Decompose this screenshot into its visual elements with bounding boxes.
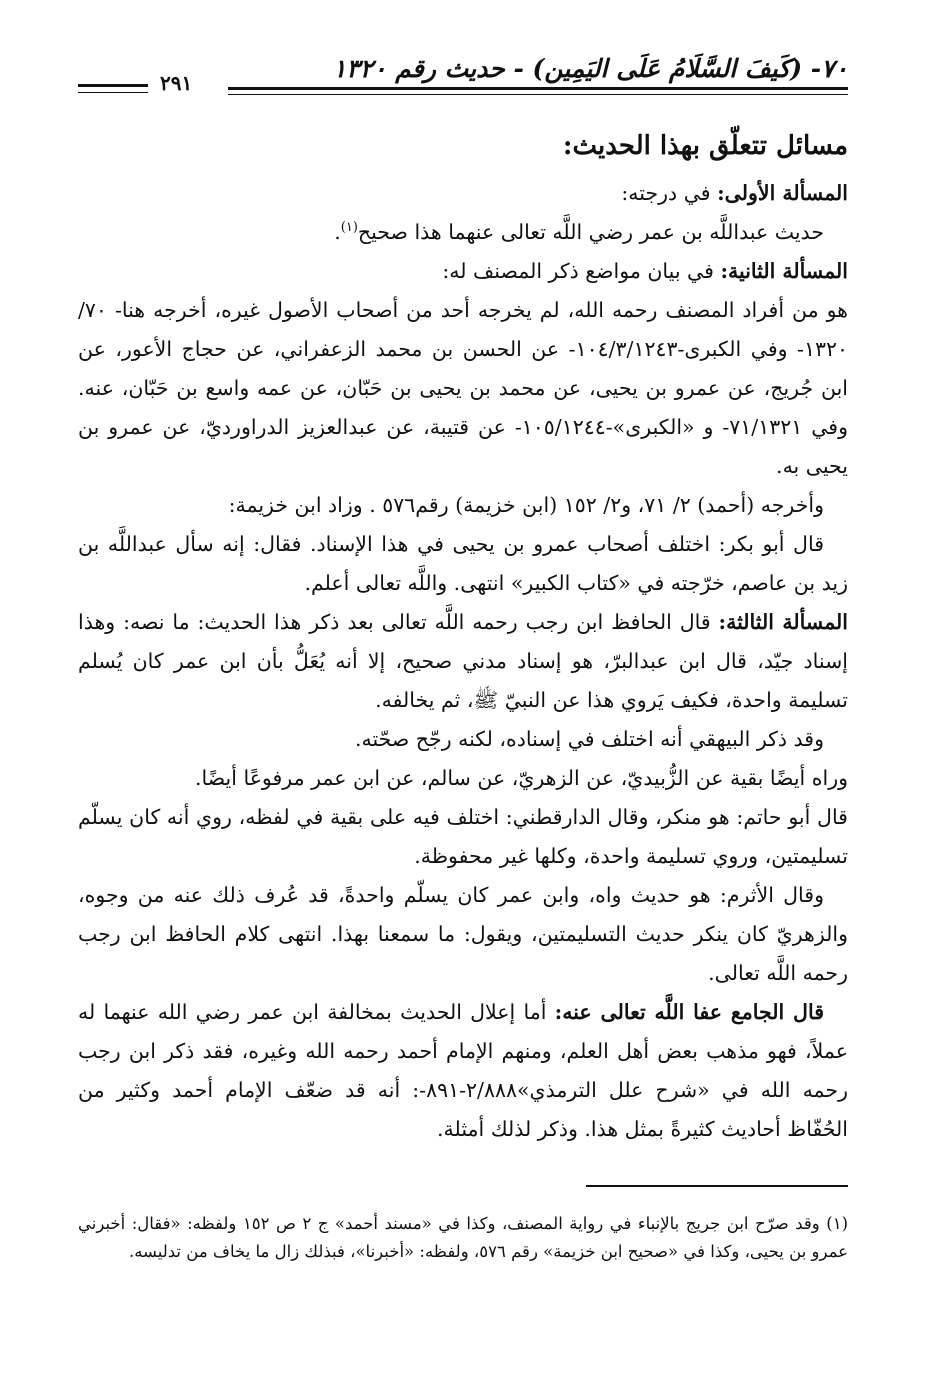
running-title: ٧٠- (كَيفَ السَّلَامُ عَلَى اليَمِين) - حديث رقم ١٣٢٠ bbox=[332, 54, 848, 83]
section-title: مسائل تتعلّق بهذا الحديث: bbox=[562, 131, 848, 161]
footnote-marker[interactable]: (١) bbox=[340, 220, 358, 236]
running-header bbox=[78, 52, 848, 102]
footnote: (١) وقد صرّح ابن جريج بالإنباء في رواية المصنف، وكذا في «مسند أحمد» ج ٢ ص ١٥٢ ولفظه: «فقال: أخبرني عمرو بن يحيى، وكذا في «صحيح ابن خزيمة» رقم ٥٧٦، ولفظه: «أخبرنا»، فبذلك زال ما يخاف من تدليسه. bbox=[78, 1214, 848, 1261]
footnote-separator bbox=[586, 1185, 848, 1187]
paragraph-issue-one bbox=[78, 174, 848, 213]
header-rule-main bbox=[228, 87, 848, 90]
jami-text: أما إعلال الحديث بمخالفة ابن عمر رضي الله عنهما له عملاً، فهو مذهب بعض أهل العلم، ومنهم الإمام أحمد رحمه الله وغيره، فقد ذكر ابن رجب رحمه الله في «شرح علل الترمذي»٢/٨٨٨-٨٩١-: أنه قد ضعّف الإمام أحمد وكثير من الحُفّاظ أحاديث كثيرةً بمثل هذا. وذكر لذلك أمثلة. bbox=[78, 1000, 848, 1141]
paragraph-issue-two bbox=[78, 252, 848, 291]
header-rule-main-thin bbox=[228, 94, 848, 95]
paragraph-grading bbox=[78, 213, 848, 252]
paragraph-ahmad: وأخرجه (أحمد) ٢/ ٧١، و٢/ ١٥٢ (ابن خزيمة) رقم٥٧٦ . وزاد ابن خزيمة: bbox=[228, 493, 824, 517]
jami-label: قال الجامع عفا اللَّه تعالى عنه: bbox=[554, 1000, 824, 1024]
paragraph-issue-three bbox=[78, 603, 848, 720]
page-number: ٢٩١ bbox=[160, 71, 193, 95]
paragraph-athram: وقال الأثرم: هو حديث واه، وابن عمر كان يسلّم واحدةً، قد عُرف ذلك عنه من وجوه، والزهريّ كان ينكر حديث التسليمتين، ويقول: ما سمعنا بهذا. انتهى كلام الحافظ ابن رجب رحمه اللَّه تعالى. bbox=[78, 883, 848, 985]
header-rule-left bbox=[78, 84, 148, 87]
paragraph-jami bbox=[78, 993, 848, 1149]
issue-one-text: في درجته: bbox=[621, 181, 718, 205]
issue-two-text: في بيان مواضع ذكر المصنف له: bbox=[442, 259, 721, 283]
paragraph-abu-hatim: قال أبو حاتم: هو منكر، وقال الدارقطني: اختلف فيه على بقية في لفظه، روي أنه كان يسلّم تسليمتين، وروي تسليمة واحدة، وكلها غير محفوظة. bbox=[78, 805, 848, 868]
issue-three-label: المسألة الثالثة: bbox=[718, 610, 848, 634]
grading-end: . bbox=[334, 220, 341, 244]
paragraph-baqiyya: وراه أيضًا بقية عن الزُّبيديّ، عن الزهريّ، عن سالم، عن ابن عمر مرفوعًا أيضًا. bbox=[194, 766, 848, 790]
issue-three-text: قال الحافظ ابن رجب رحمه اللَّه تعالى بعد ذكر هذا الحديث: ما نصه: وهذا إسناد جيّد، قال ابن عبدالبرّ، هو إسناد مدني صحيح، إلا أنه يُعَلُّ بأن ابن عمر كان يُسلم تسليمة واحدة، فكيف يَروي هذا عن النبيّ ﷺ، ثم يخالفه. bbox=[78, 610, 848, 712]
grading-text: حديث عبداللَّه بن عمر رضي اللَّه تعالى عنهما هذا صحيح bbox=[357, 220, 824, 244]
main-text bbox=[78, 122, 848, 1149]
paragraph-takhrij: هو من أفراد المصنف رحمه الله، لم يخرجه أحد من أصحاب الأصول غيره، أخرجه هنا- ٧٠/ ١٣٢٠- وفي الكبرى-١٠٤/٣/١٢٤٣- عن الحسن بن محمد الزعفراني، عن حجاج الأعور، عن ابن جُريج، عن عمرو بن يحيى، عن محمد بن يحيى بن حَبّان، عن عمه واسع بن حَبّان، عنه. وفي ٧١/١٣٢١- و «الكبرى»-١٠٥/١٢٤٤- عن قتيبة، عن عبدالعزيز الدراورديّ، عن عمرو بن يحيى به. bbox=[78, 298, 849, 478]
header-rule-left-thin bbox=[78, 92, 148, 93]
paragraph-bayhaqi: وقد ذكر البيهقي أنه اختلف في إسناده، لكنه رجّح صحّته. bbox=[354, 727, 824, 751]
issue-two-label: المسألة الثانية: bbox=[720, 259, 848, 283]
paragraph-abu-bakr: قال أبو بكر: اختلف أصحاب عمرو بن يحيى في هذا الإسناد. فقال: إنه سأل عبداللَّه بن زيد بن عاصم، خرّجته في «كتاب الكبير» انتهى. واللَّه تعالى أعلم. bbox=[78, 532, 848, 595]
issue-one-label: المسألة الأولى: bbox=[717, 181, 848, 205]
